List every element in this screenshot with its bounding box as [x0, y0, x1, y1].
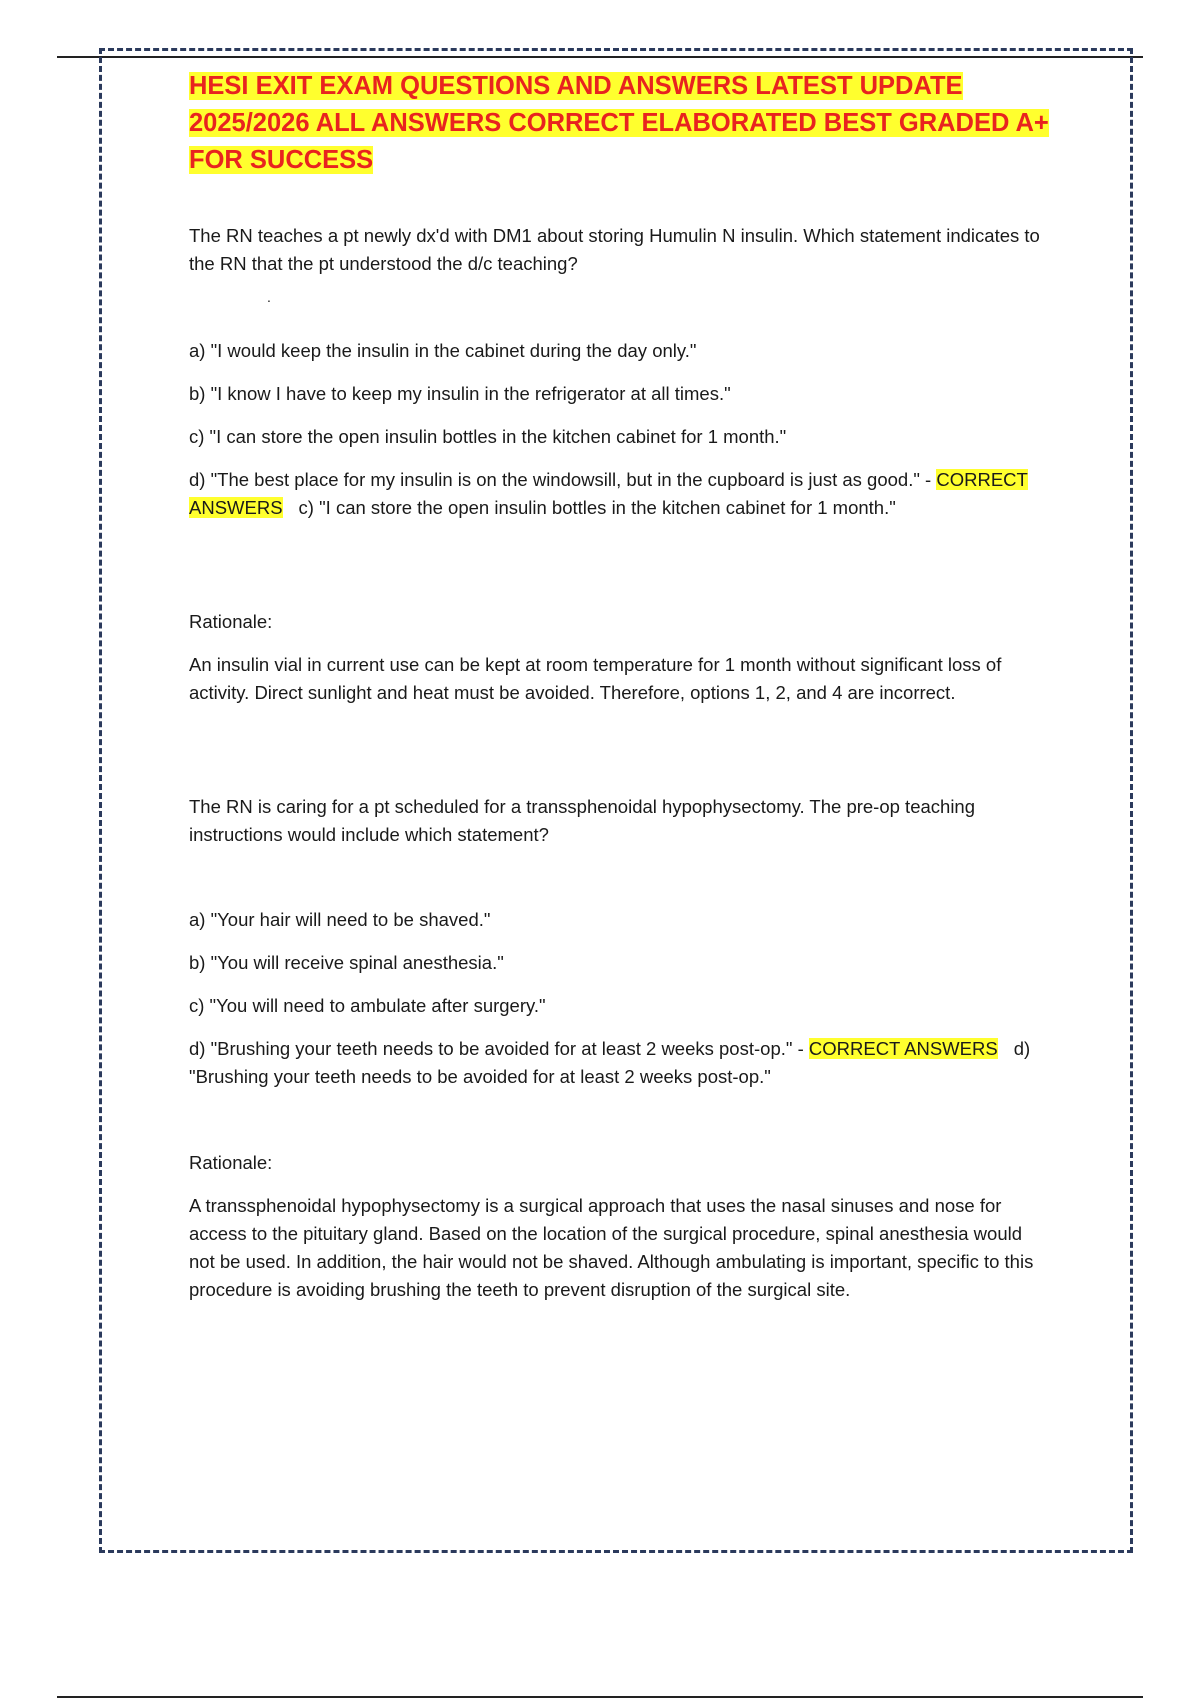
question-1-stem: The RN teaches a pt newly dx'd with DM1 about storing Humulin N insulin. Which statement indicates to the RN that the pt understood the d/c teaching?	[189, 225, 1040, 274]
question-2-rationale: A transsphenoidal hypophysectomy is a surgical approach that uses the nasal sinuses and nose for access to the pituitary gland. Based on the location of the surgical procedure, spinal anesthesia would not be used. In addition, the hair would not be shaved. Although ambulating is important, specific to this procedure is avoiding brushing the teeth to prevent disruption of the surgical site.	[189, 1195, 1034, 1300]
question-2-rationale-label: Rationale:	[189, 1152, 273, 1173]
document-title	[189, 68, 1049, 179]
question-2-option-a: a) "Your hair will need to be shaved."	[189, 909, 491, 930]
question-2-option-d-and-answer	[189, 1035, 1049, 1091]
question-1-rationale: An insulin vial in current use can be kept at room temperature for 1 month without significant loss of activity. Direct sunlight and heat must be avoided. Therefore, options 1, 2, and 4 are incorrect.	[189, 654, 1002, 703]
question-2-option-d: d) "Brushing your teeth needs to be avoided for at least 2 weeks post-op." -	[189, 1038, 804, 1059]
question-1-correct-label: CORRECT ANSWERS	[189, 469, 1028, 518]
question-1-option-d: d) "The best place for my insulin is on the windowsill, but in the cupboard is just as good." -	[189, 469, 932, 490]
question-1-option-d-and-answer	[189, 466, 1049, 522]
question-2-correct-label: CORRECT ANSWERS	[808, 1038, 998, 1059]
question-2-stem: The RN is caring for a pt scheduled for a transsphenoidal hypophysectomy. The pre-op teaching instructions would include which statement?	[189, 796, 976, 845]
document-title-text: HESI EXIT EXAM QUESTIONS AND ANSWERS LATEST UPDATE 2025/2026 ALL ANSWERS CORRECT ELABORATED BEST GRADED A+ FOR SUCCESS	[189, 72, 1049, 174]
question-1-rationale-label: Rationale:	[189, 611, 273, 632]
question-1-correct-answer: c) "I can store the open insulin bottles in the kitchen cabinet for 1 month."	[298, 497, 896, 518]
question-1-option-b: b) "I know I have to keep my insulin in the refrigerator at all times."	[189, 383, 731, 404]
bottom-rule	[57, 1696, 1143, 1698]
stray-mark: .	[267, 289, 271, 305]
question-2-option-c: c) "You will need to ambulate after surgery."	[189, 995, 546, 1016]
question-2-correct-answer: d) "Brushing your teeth needs to be avoided for at least 2 weeks post-op."	[189, 1038, 1031, 1087]
question-2-option-b: b) "You will receive spinal anesthesia."	[189, 952, 504, 973]
question-1-option-c: c) "I can store the open insulin bottles in the kitchen cabinet for 1 month."	[189, 426, 787, 447]
question-1-option-a: a) "I would keep the insulin in the cabinet during the day only."	[189, 340, 697, 361]
page-content	[189, 68, 1049, 1300]
